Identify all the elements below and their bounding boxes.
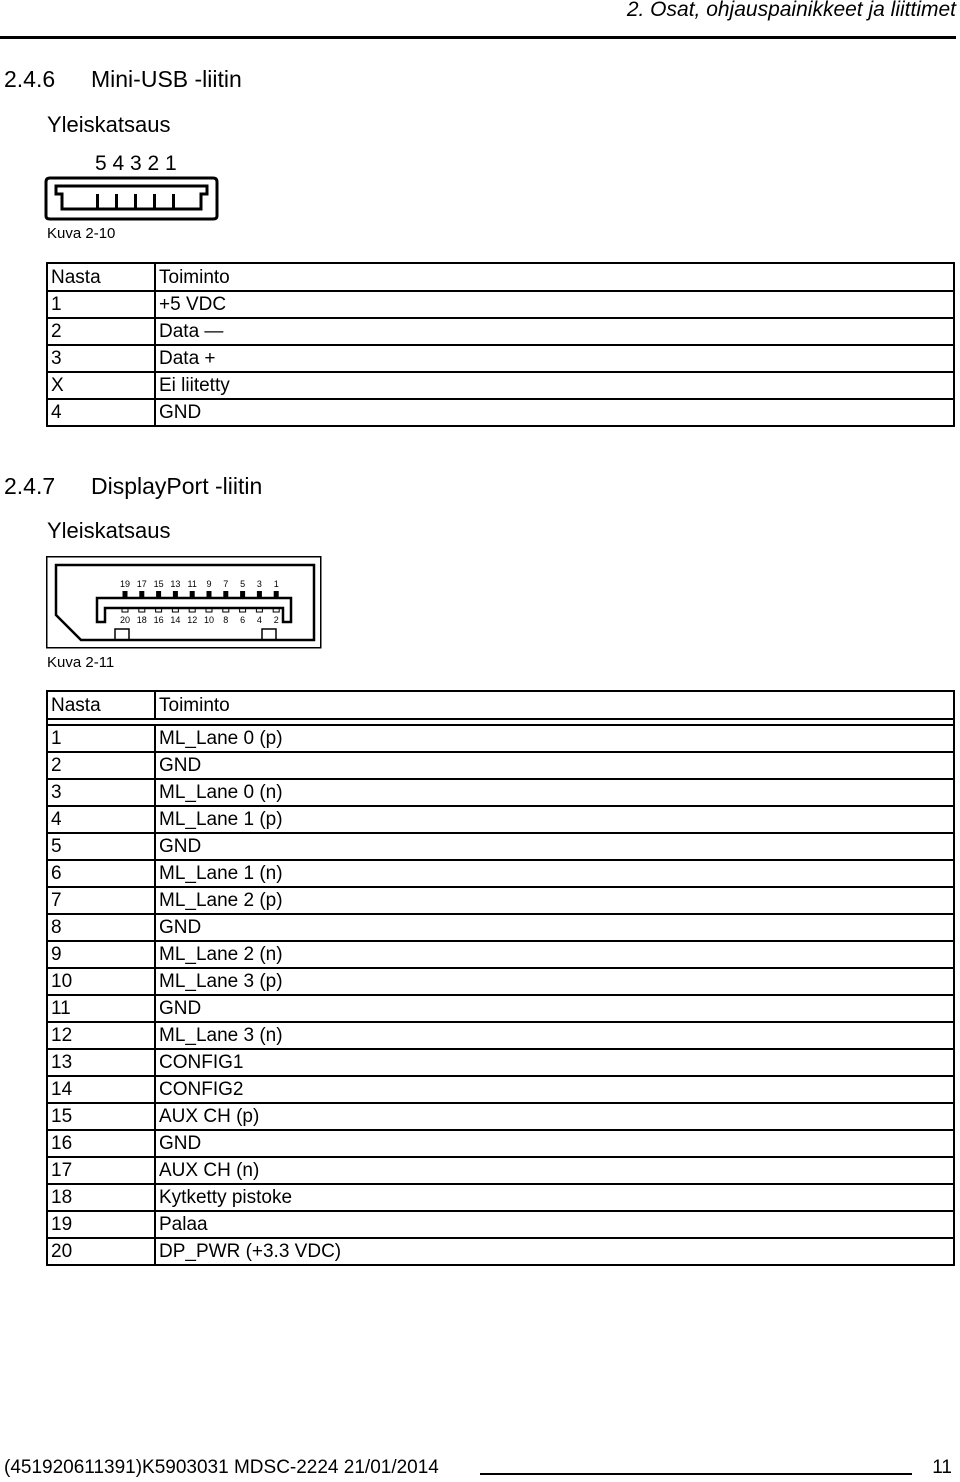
section-number-mini-usb: 2.4.6 xyxy=(4,66,56,92)
pin-contact xyxy=(223,591,228,598)
header-divider xyxy=(0,36,956,39)
section-title-displayport: DisplayPort -liitin xyxy=(91,473,263,499)
pin-label: 5 xyxy=(240,579,246,589)
function-cell: Palaa xyxy=(155,1211,954,1238)
displayport-bottom-pin-labels xyxy=(120,615,279,625)
pin-cell: 1 xyxy=(47,725,155,752)
pin-cell: 14 xyxy=(47,1076,155,1103)
table-row xyxy=(47,806,954,833)
pin-label: 16 xyxy=(153,615,164,625)
table-row xyxy=(47,345,954,372)
mini-usb-inner-socket xyxy=(56,186,207,209)
column-header-function: Toiminto xyxy=(155,263,954,291)
table-row xyxy=(47,1238,954,1265)
chapter-title: 2. Osat, ohjauspainikkeet ja liittimet xyxy=(626,0,956,21)
displayport-figure-frame xyxy=(47,557,321,648)
displayport-connector-diagram xyxy=(46,556,322,652)
pin-cell: 4 xyxy=(47,399,155,426)
pin-label: 11 xyxy=(187,579,197,589)
pin-contact xyxy=(190,591,195,598)
function-cell: GND xyxy=(155,914,954,941)
pin-label: 4 xyxy=(256,615,262,625)
table-header-row xyxy=(47,691,954,719)
pin-cell: 4 xyxy=(47,806,155,833)
pin-label: 20 xyxy=(119,615,131,625)
page-number: 11 xyxy=(932,1457,952,1478)
function-cell: ML_Lane 1 (p) xyxy=(155,806,954,833)
pin-cell: 3 xyxy=(47,345,155,372)
pin-label: 13 xyxy=(170,579,181,589)
displayport-latch-left xyxy=(115,629,129,640)
table-row xyxy=(47,752,954,779)
table-row xyxy=(47,291,954,318)
function-cell: ML_Lane 2 (n) xyxy=(155,941,954,968)
table-row xyxy=(47,968,954,995)
pin-cell: 20 xyxy=(47,1238,155,1265)
function-cell: AUX CH (p) xyxy=(155,1103,954,1130)
function-cell: DP_PWR (+3.3 VDC) xyxy=(155,1238,954,1265)
pin-cell: 6 xyxy=(47,860,155,887)
pin-contact xyxy=(240,591,245,598)
function-cell: ML_Lane 0 (n) xyxy=(155,779,954,806)
function-cell: GND xyxy=(155,1130,954,1157)
pin-label: 17 xyxy=(136,579,147,589)
pin-cell: 15 xyxy=(47,1103,155,1130)
pin-cell: 1 xyxy=(47,291,155,318)
pin-contact xyxy=(123,591,128,598)
section-title-mini-usb: Mini-USB -liitin xyxy=(91,66,242,92)
table-row xyxy=(47,1157,954,1184)
pin-label: 9 xyxy=(206,579,212,589)
pin-cell: 19 xyxy=(47,1211,155,1238)
function-cell: GND xyxy=(155,399,954,426)
displayport-pin-table xyxy=(46,690,955,1266)
function-cell: ML_Lane 1 (n) xyxy=(155,860,954,887)
mini-usb-connector-diagram xyxy=(40,146,230,226)
mini-usb-pin-table xyxy=(46,262,955,427)
table-row xyxy=(47,399,954,426)
function-cell: CONFIG1 xyxy=(155,1049,954,1076)
pin-cell: X xyxy=(47,372,155,399)
pin-label: 2 xyxy=(273,615,279,625)
pin-label: 6 xyxy=(240,615,246,625)
pin-cell: 11 xyxy=(47,995,155,1022)
pin-label: 12 xyxy=(187,615,198,625)
column-header-function: Toiminto xyxy=(155,691,954,719)
table-row xyxy=(47,914,954,941)
function-cell: Data + xyxy=(155,345,954,372)
function-cell: ML_Lane 0 (p) xyxy=(155,725,954,752)
table-row xyxy=(47,318,954,345)
table-row xyxy=(47,1211,954,1238)
table-row xyxy=(47,833,954,860)
pin-cell: 16 xyxy=(47,1130,155,1157)
displayport-latch-right xyxy=(262,629,276,640)
pin-contact xyxy=(173,591,178,598)
table-row xyxy=(47,860,954,887)
pin-cell: 9 xyxy=(47,941,155,968)
function-cell: GND xyxy=(155,752,954,779)
figure-caption-mini-usb: Kuva 2-10 xyxy=(47,225,116,242)
footer-divider xyxy=(480,1473,912,1475)
function-cell: CONFIG2 xyxy=(155,1076,954,1103)
overview-heading-mini-usb: Yleiskatsaus xyxy=(47,112,171,137)
table-row xyxy=(47,372,954,399)
displayport-top-pin-labels xyxy=(120,579,279,589)
table-row xyxy=(47,725,954,752)
function-cell: GND xyxy=(155,995,954,1022)
function-cell: +5 VDC xyxy=(155,291,954,318)
figure-caption-displayport: Kuva 2-11 xyxy=(47,654,115,671)
table-row xyxy=(47,1103,954,1130)
pin-cell: 5 xyxy=(47,833,155,860)
table-row xyxy=(47,995,954,1022)
pin-label: 7 xyxy=(223,579,229,589)
table-row xyxy=(47,1049,954,1076)
pin-cell: 13 xyxy=(47,1049,155,1076)
table-row xyxy=(47,1076,954,1103)
column-header-pin: Nasta xyxy=(47,263,155,291)
function-cell: GND xyxy=(155,833,954,860)
function-cell: ML_Lane 2 (p) xyxy=(155,887,954,914)
footer-document-id: (451920611391)K5903031 MDSC-2224 21/01/2014 xyxy=(4,1457,439,1478)
table-row xyxy=(47,941,954,968)
pin-label: 19 xyxy=(119,579,131,589)
pin-label: 14 xyxy=(170,615,181,625)
table-header-row xyxy=(47,263,954,291)
table-row xyxy=(47,887,954,914)
pin-cell: 8 xyxy=(47,914,155,941)
pin-contact xyxy=(274,591,279,598)
pin-contact xyxy=(207,591,212,598)
function-cell: Data — xyxy=(155,318,954,345)
function-cell: ML_Lane 3 (n) xyxy=(155,1022,954,1049)
pin-cell: 7 xyxy=(47,887,155,914)
table-row xyxy=(47,1184,954,1211)
function-cell: AUX CH (n) xyxy=(155,1157,954,1184)
mini-usb-pin-numbers: 5 4 3 2 1 xyxy=(95,152,177,175)
function-cell: Kytketty pistoke xyxy=(155,1184,954,1211)
pin-cell: 18 xyxy=(47,1184,155,1211)
mini-usb-outline xyxy=(46,178,217,219)
pin-label: 15 xyxy=(153,579,164,589)
pin-label: 10 xyxy=(203,615,215,625)
pin-contact xyxy=(257,591,262,598)
pin-cell: 10 xyxy=(47,968,155,995)
table-row xyxy=(47,1130,954,1157)
pin-cell: 12 xyxy=(47,1022,155,1049)
pin-label: 18 xyxy=(136,615,147,625)
overview-heading-displayport: Yleiskatsaus xyxy=(47,518,171,543)
column-header-pin: Nasta xyxy=(47,691,155,719)
table-row xyxy=(47,1022,954,1049)
pin-contact xyxy=(156,591,161,598)
pin-label: 3 xyxy=(256,579,262,589)
function-cell: Ei liitetty xyxy=(155,372,954,399)
table-row xyxy=(47,779,954,806)
pin-cell: 2 xyxy=(47,752,155,779)
pin-cell: 2 xyxy=(47,318,155,345)
section-number-displayport: 2.4.7 xyxy=(4,473,56,499)
function-cell: ML_Lane 3 (p) xyxy=(155,968,954,995)
pin-cell: 3 xyxy=(47,779,155,806)
pin-cell: 17 xyxy=(47,1157,155,1184)
pin-label: 8 xyxy=(223,615,229,625)
pin-contact xyxy=(139,591,144,598)
pin-label: 1 xyxy=(273,579,279,589)
